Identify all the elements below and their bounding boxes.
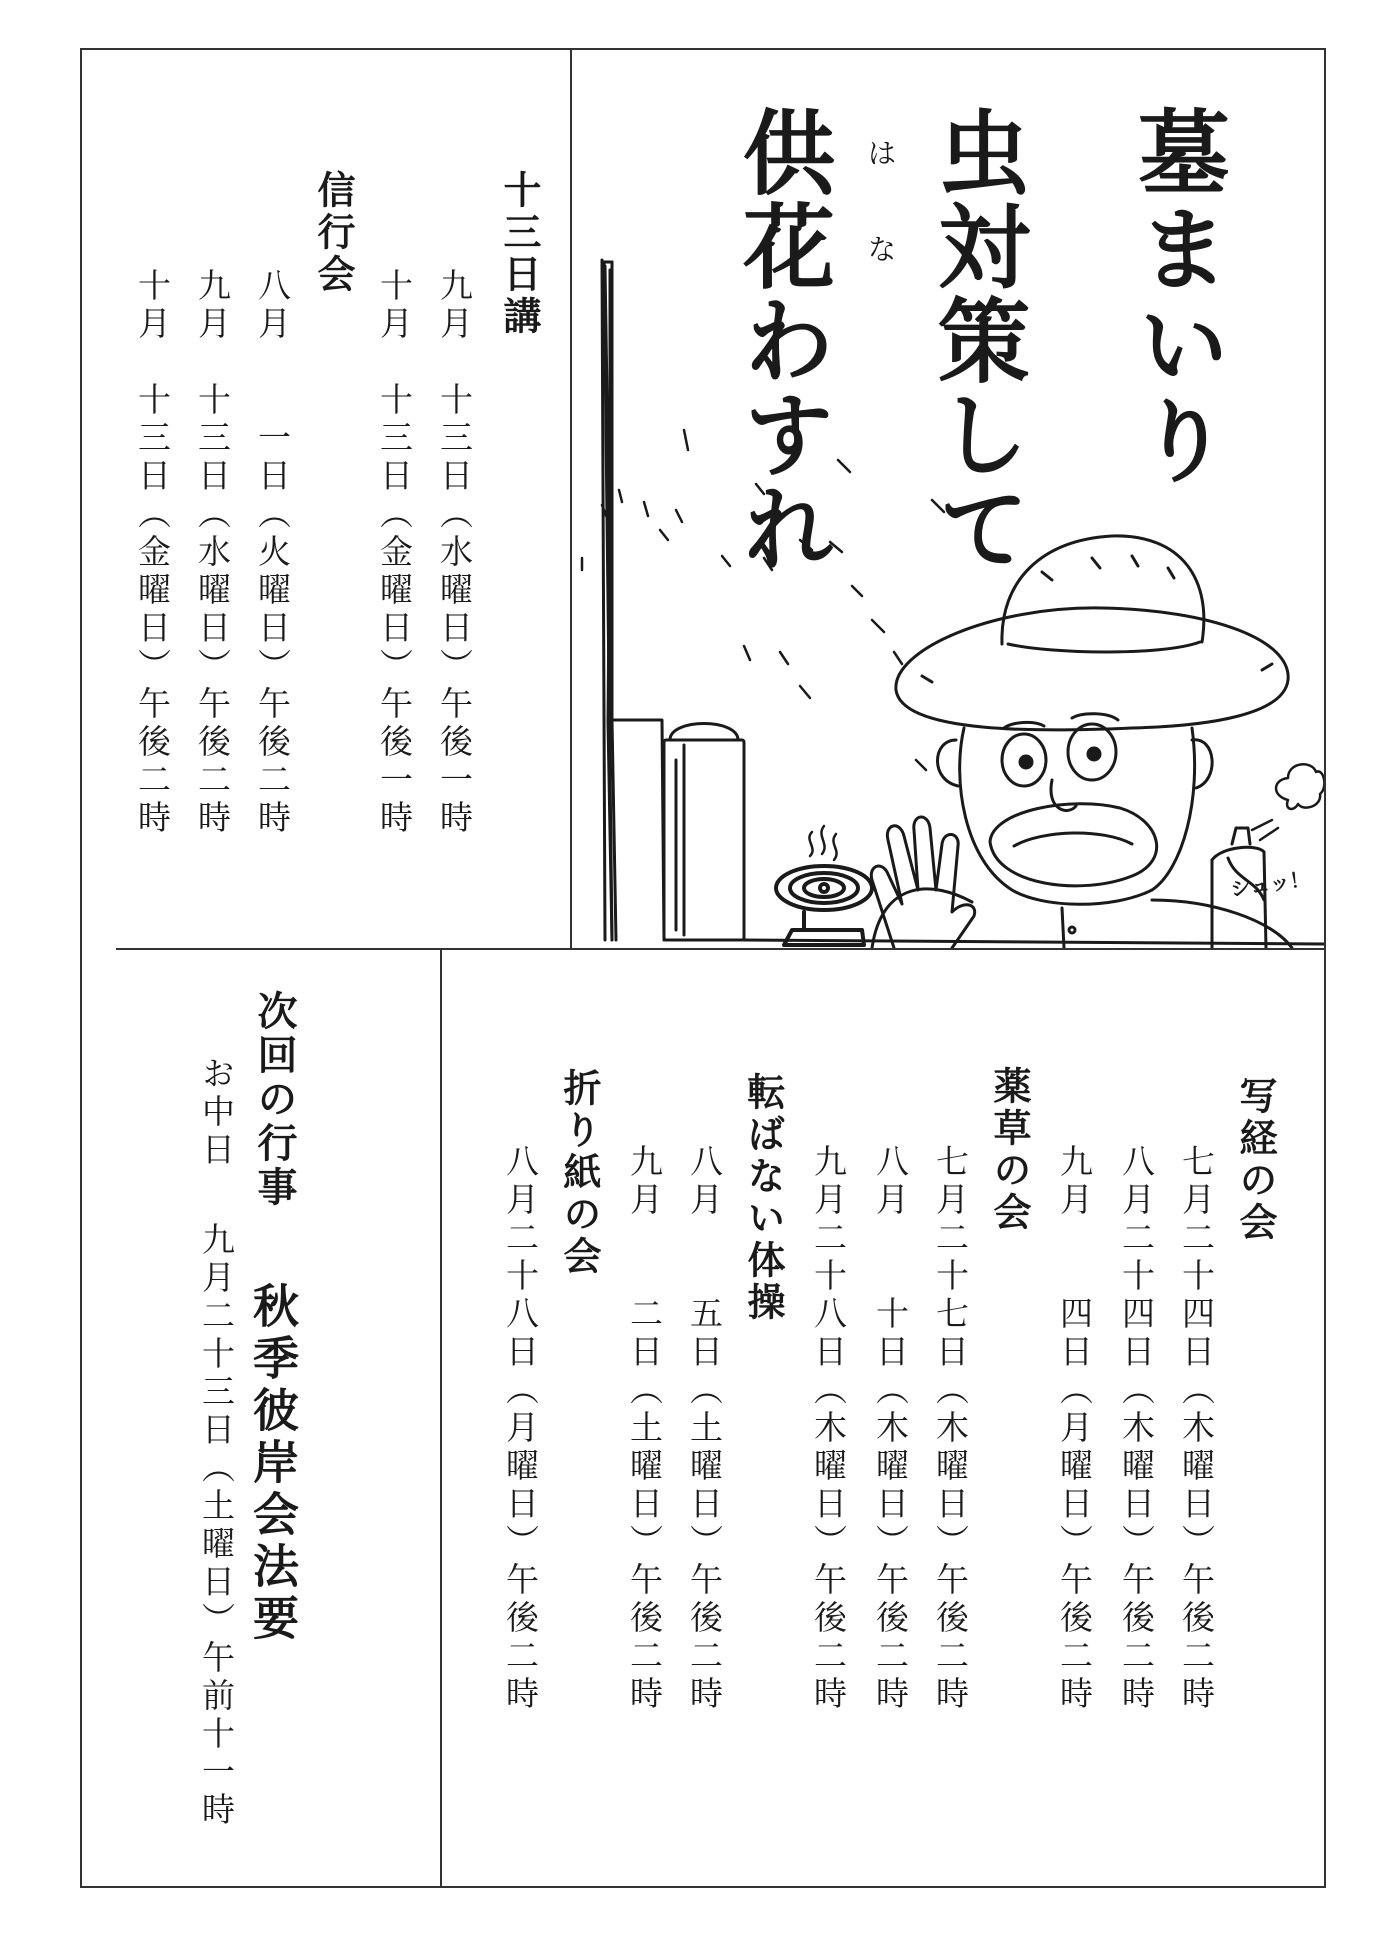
gravestone-illustration: [602, 260, 664, 940]
cartoon-title-line1: 墓まいり: [1123, 105, 1230, 489]
shingyokai-heading: 信行会: [311, 170, 356, 296]
mosquito-coil-illustration: [776, 826, 872, 945]
shakyo-row-3: 九月 四日（月曜日）午後二時: [1055, 1144, 1094, 1714]
cartoon-ruby-ha: は: [868, 137, 897, 170]
next-event-date: 九月二十三日（土曜日）午前十一時: [197, 1222, 236, 1830]
divider-horizontal: [116, 948, 1324, 950]
korobanai-row-1: 八月 五日（土曜日）午後二時: [685, 1144, 724, 1714]
cartoon-title-line2: 虫対策して: [923, 105, 1030, 575]
shakyo-row-1: 七月二十四日（木曜日）午後二時: [1177, 1144, 1216, 1714]
yakuso-row-2: 八月 十日（木曜日）午後二時: [871, 1144, 910, 1714]
korobanai-heading: 転ばない体操: [741, 1072, 786, 1324]
next-event-heading: 次回の行事: [251, 990, 298, 1210]
shakyo-heading: 写経の会: [1233, 1076, 1278, 1244]
jusannichi-row-2: 十月 十三日（金曜日）午後一時: [375, 268, 414, 838]
yakuso-heading: 薬草の会: [987, 1066, 1032, 1234]
shingyokai-row-1: 八月 一日（火曜日）午後二時: [253, 268, 292, 838]
origami-heading: 折り紙の会: [557, 1068, 602, 1278]
divider-vertical-bottom: [440, 950, 442, 1886]
jusannichi-row-1: 九月 十三日（水曜日）午後一時: [435, 268, 474, 838]
next-event-label: お中日: [197, 1056, 236, 1170]
jusannichi-heading: 十三日講: [497, 170, 542, 338]
next-event-name: 秋季彼岸会法要: [246, 1282, 300, 1646]
cartoon-sfx: シュッ！: [1228, 866, 1312, 902]
yakuso-row-1: 七月二十七日（木曜日）午後二時: [931, 1144, 970, 1714]
shingyokai-row-3: 十月 十三日（金曜日）午後二時: [133, 268, 172, 838]
cartoon-ruby-na: な: [868, 233, 897, 266]
yakuso-row-3: 九月二十八日（木曜日）午後二時: [809, 1144, 848, 1714]
cartoon-title-line3: 供花わすれ: [728, 105, 835, 575]
incense-stand-illustration: [664, 724, 744, 941]
cartoon-illustration: [572, 240, 1324, 948]
shakyo-row-2: 八月二十四日（木曜日）午後二時: [1117, 1144, 1156, 1714]
shingyokai-row-2: 九月 十三日（水曜日）午後二時: [193, 268, 232, 838]
origami-row-1: 八月二十八日（月曜日）午後二時: [501, 1144, 540, 1714]
korobanai-row-2: 九月 二日（土曜日）午後二時: [625, 1144, 664, 1714]
